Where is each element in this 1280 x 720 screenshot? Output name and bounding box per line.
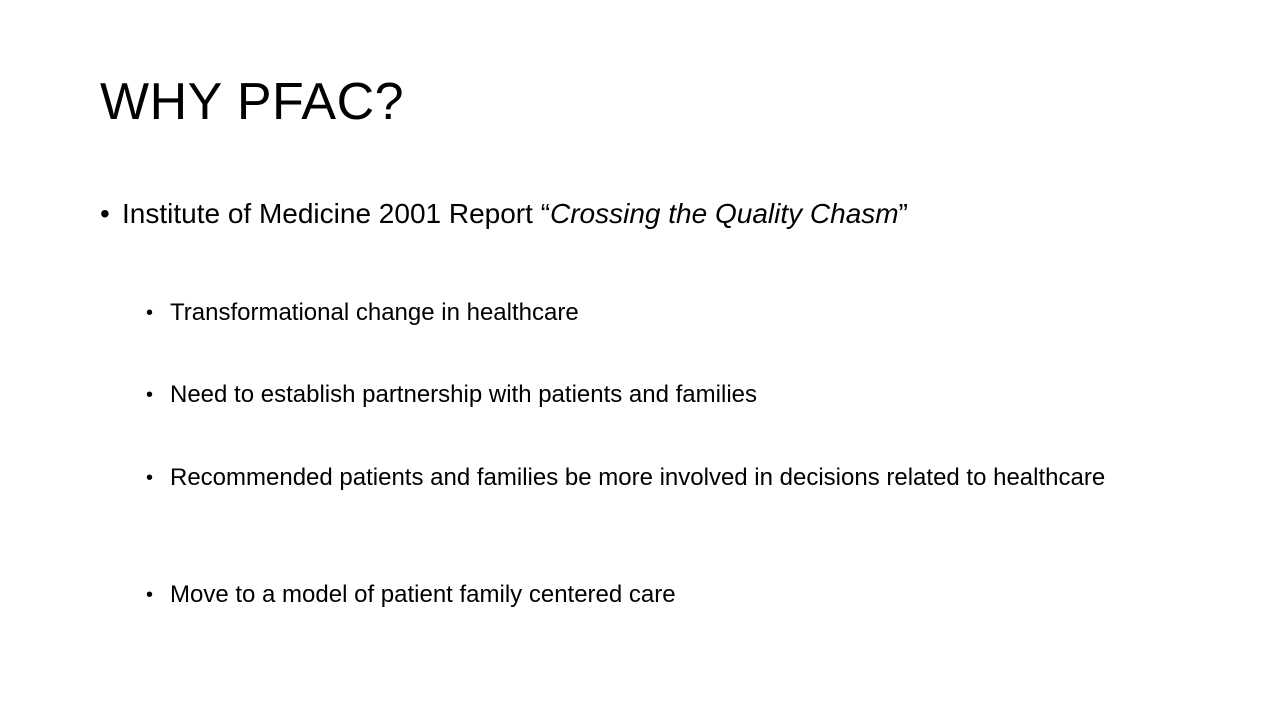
sub-bullet	[146, 462, 1186, 494]
main-bullet-suffix: ”	[898, 198, 908, 229]
main-bullet	[100, 196, 1200, 232]
bullet-marker: •	[146, 384, 154, 406]
sub-bullet-text: Recommended patients and families be more involved in decisions related to healthcare	[170, 464, 1106, 491]
report-title: Crossing the Quality Chasm	[550, 198, 899, 229]
slide-title: WHY PFAC?	[100, 73, 405, 131]
sub-bullet	[146, 297, 1186, 329]
sub-bullet-text: Transformational change in healthcare	[170, 299, 579, 326]
sub-bullet-text: Need to establish partnership with patients and families	[170, 381, 757, 408]
bullet-marker: •	[146, 302, 154, 324]
sub-bullet	[146, 579, 1186, 611]
main-bullet-text	[122, 196, 908, 232]
bullet-marker: •	[100, 198, 110, 229]
bullet-marker: •	[146, 584, 154, 606]
bullet-marker: •	[146, 467, 154, 489]
sub-bullet-text: Move to a model of patient family centered care	[170, 581, 676, 608]
main-bullet-prefix: Institute of Medicine 2001 Report “	[122, 198, 551, 229]
sub-bullet	[146, 379, 1186, 411]
